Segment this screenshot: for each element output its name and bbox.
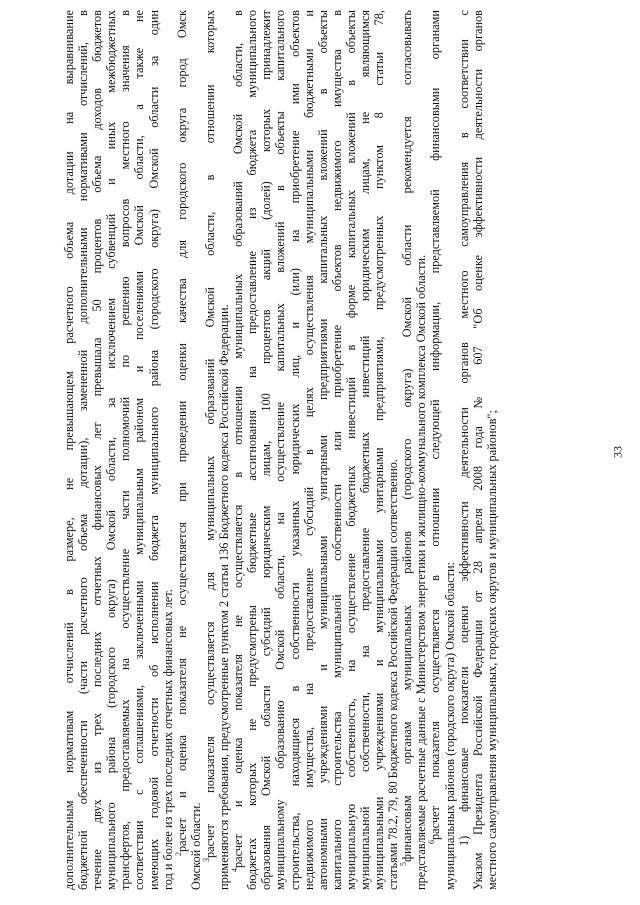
footnote-text: расчет показателя осуществляется в отношении следующей информации, представляемой финансовыми органами bbox=[428, 10, 443, 840]
footnote-line bbox=[175, 10, 189, 890]
footnote-text: расчет и оценка показателя не осуществляется при проведении оценки качества для городского округа город Омск bbox=[174, 10, 189, 852]
footnote-marker: 6 bbox=[427, 840, 437, 844]
text-line: трансфертов, предоставляемых на осуществление части полномочий по решению вопросов местного значения в bbox=[118, 10, 133, 890]
footnote-marker: 5 bbox=[399, 862, 409, 866]
footnote-line: муниципальной собственности, на предоставление бюджетных инвестиций юридическим лицам, не являющимся bbox=[357, 10, 372, 890]
footnote-6 bbox=[428, 10, 456, 890]
text-line: бюджетной обеспеченности (части расчетного объема дотации), замененной дополнительными нормативами отчислений, в bbox=[76, 10, 91, 890]
text-line: имеющих годовой отчетности об исполнении бюджета муниципального района (городского округа) Омской области за один bbox=[146, 10, 161, 890]
footnote-marker: 4 bbox=[230, 868, 240, 872]
footnote-line: представляемые расчетные данные с Министерством энергетики и жилищно-коммунального комплекса Омской области. bbox=[414, 254, 429, 890]
footnote-line: муниципальными учреждениями и муниципальными унитарными предприятиями, предусмотренных пунктом 8 статьи 78, bbox=[372, 10, 387, 890]
footnote-line: капитального строительства муниципальной собственности или приобретение объектов недвижимого имущества в bbox=[329, 10, 344, 890]
page-text-block bbox=[62, 10, 499, 890]
footnote-line: автономными учреждениями и муниципальными унитарными предприятиями капитальных вложений в объекты bbox=[315, 10, 330, 890]
list-item-1 bbox=[457, 10, 499, 890]
footnote-line bbox=[400, 10, 414, 890]
list-line: местного самоуправления муниципальных, городских округов и муниципальных районов"; bbox=[484, 410, 499, 890]
text-line: соответствии с соглашениями, заключенными муниципальным районом и поселениями Омской области, а также не bbox=[132, 10, 147, 890]
footnote-text: расчет и оценка показателя не осуществляется в отношении муниципальных образований Омской области, в bbox=[231, 10, 246, 868]
footnote-line bbox=[428, 10, 442, 890]
page-number: 33 bbox=[610, 446, 625, 458]
footnote-line: применяются требования, предусмотренные пунктом 2 статьи 136 Бюджетного кодекса Российской Федерации. bbox=[217, 304, 232, 890]
footnote-text: расчет показателя осуществляется для муниципальных образований Омской области, в отношении которых bbox=[202, 10, 217, 858]
footnote-line: муниципальную собственность, на осуществление бюджетных инвестиций в форме капитальных вложений в объекты bbox=[343, 10, 358, 890]
footnote-3 bbox=[203, 10, 231, 890]
text-line: год и более из трех последних отчетных финансовых лет. bbox=[160, 589, 175, 890]
footnote-text: финансовым органам муниципальных районов (городского округа) Омской области рекомендуется согласовывать bbox=[400, 10, 415, 862]
footnote-line: статьями 78.2, 79, 80 Бюджетного кодекса Российской Федерации соответственно. bbox=[386, 459, 401, 890]
footnote-line: недвижимого имущества, на предоставление субсидий в целях осуществления муниципальными бюджетными и bbox=[301, 10, 316, 890]
footnote-line bbox=[203, 10, 217, 890]
list-line: 1) финансовые показатели оценки эффективности деятельности органов местного самоуправления в соответствии с bbox=[456, 10, 471, 846]
footnote-line: муниципальных районов (городского округа) Омской области: bbox=[442, 562, 457, 890]
text-line: дополнительным нормативам отчислений в размере, не превышающем расчетного объема дотации на выравнивание bbox=[62, 10, 76, 890]
footnote-4 bbox=[231, 10, 400, 890]
footnote-marker: 3 bbox=[201, 858, 211, 862]
footnote-2 bbox=[175, 10, 203, 890]
text-line: течение двух из трех последних отчетных финансовых лет превышала 50 процентов объема доходов бюджетов bbox=[90, 10, 105, 890]
footnote-line bbox=[231, 10, 245, 890]
footnote-line: бюджетах которых не предусмотрены бюджетные ассигнования на предоставление из бюджета муниципального bbox=[245, 10, 260, 890]
footnote-line: Омской области. bbox=[188, 802, 203, 890]
text-line: муниципального района (городского округа) Омской области, за исключением субвенций и иных межбюджетных bbox=[104, 10, 119, 890]
footnote-5 bbox=[400, 10, 428, 890]
footnote-line: муниципальному образованию Омской области, на осуществление капитальных вложений в объекты капитального bbox=[273, 10, 288, 890]
footnote-marker: 2 bbox=[173, 852, 183, 856]
footnote-line: строительства, находящиеся в собственности указанных юридических лиц, и (или) на приобретение ими объектов bbox=[287, 10, 302, 890]
intro-paragraph bbox=[62, 10, 175, 890]
footnote-line: образования Омской области субсидий юридическим лицам, 100 процентов акций (долей) которых принадлежит bbox=[259, 10, 274, 890]
list-line: Указом Президента Российской Федерации от 28 апреля 2008 года № 607 "Об оценке эффективности деятельности органов bbox=[470, 10, 485, 890]
